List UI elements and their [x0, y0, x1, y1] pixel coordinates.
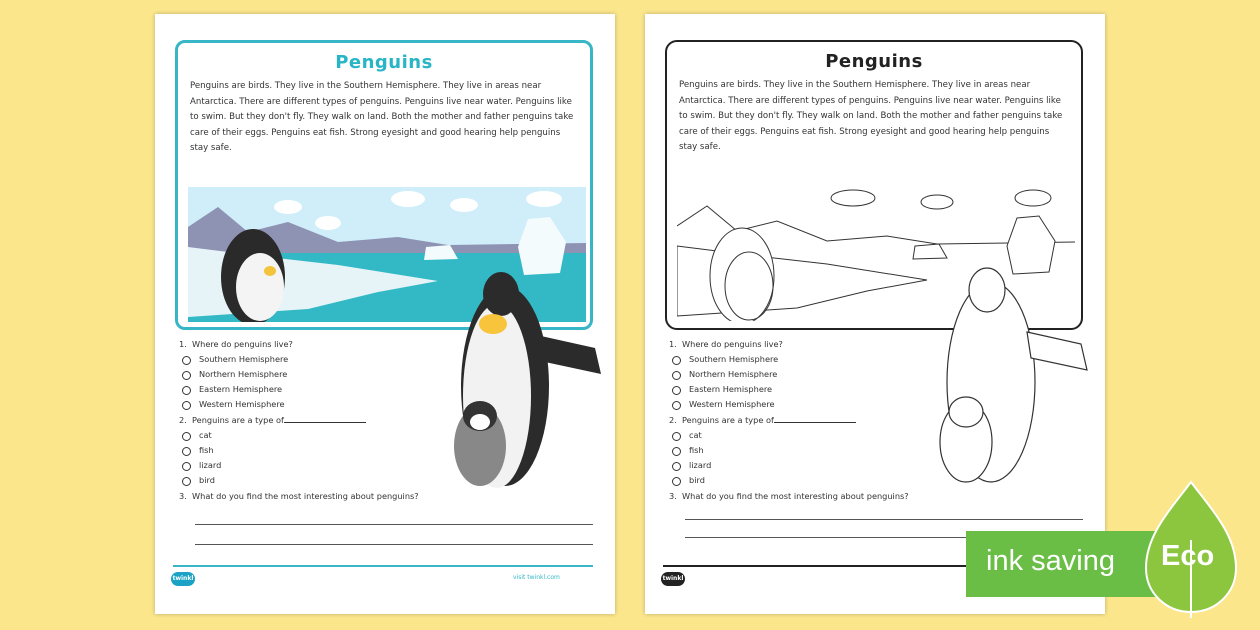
- question-3: 3. What do you find the most interesting about penguins?: [179, 491, 419, 501]
- answer-option[interactable]: Northern Hemisphere: [179, 367, 459, 382]
- answer-option[interactable]: Eastern Hemisphere: [669, 382, 949, 397]
- worksheet-color: [155, 14, 615, 614]
- answer-option[interactable]: Eastern Hemisphere: [179, 382, 459, 397]
- answer-option[interactable]: lizard: [669, 458, 949, 473]
- questions: [179, 336, 459, 504]
- answer-option[interactable]: Southern Hemisphere: [179, 352, 459, 367]
- answer-line[interactable]: [685, 519, 1083, 520]
- answer-option[interactable]: cat: [669, 428, 949, 443]
- questions: [669, 336, 949, 504]
- penguin-illustration: [445, 266, 605, 511]
- fill-in-blank[interactable]: [774, 413, 856, 423]
- penguin-outline-illustration: [931, 262, 1091, 507]
- answer-option[interactable]: fish: [669, 443, 949, 458]
- answer-option[interactable]: lizard: [179, 458, 459, 473]
- worksheet-title: Penguins: [825, 51, 923, 72]
- answer-line[interactable]: [195, 544, 593, 545]
- footer-line: [173, 565, 593, 567]
- worksheet-title: Penguins: [335, 52, 433, 73]
- answer-option[interactable]: Northern Hemisphere: [669, 367, 949, 382]
- question-1: 1. Where do penguins live?: [179, 339, 293, 349]
- question-2: 2. Penguins are a type of: [669, 412, 949, 428]
- answer-option[interactable]: bird: [669, 473, 949, 488]
- answer-option[interactable]: Western Hemisphere: [179, 397, 459, 412]
- question-1: 1. Where do penguins live?: [669, 339, 783, 349]
- site-link: visit twinkl.com: [513, 574, 560, 581]
- worksheet-black-white: [645, 14, 1105, 614]
- answer-option[interactable]: Western Hemisphere: [669, 397, 949, 412]
- answer-option[interactable]: cat: [179, 428, 459, 443]
- answer-line[interactable]: [195, 524, 593, 525]
- question-3: 3. What do you find the most interesting about penguins?: [669, 491, 909, 501]
- answer-option[interactable]: fish: [179, 443, 459, 458]
- eco-label: Eco: [1161, 540, 1215, 572]
- answer-option[interactable]: Southern Hemisphere: [669, 352, 949, 367]
- answer-option[interactable]: bird: [179, 473, 459, 488]
- twinkl-logo: twinkl: [661, 572, 685, 586]
- ink-saving-label: ink saving: [986, 545, 1115, 577]
- question-2: 2. Penguins are a type of: [179, 412, 459, 428]
- twinkl-logo: twinkl: [171, 572, 195, 586]
- fill-in-blank[interactable]: [284, 413, 366, 423]
- passage-text: Penguins are birds. They live in the Southern Hemisphere. They live in areas near Antarctica. There are different types of penguins. Penguins live near water. Penguins like to swim. But they don't fly. They walk on land. Both the mother and father penguins take care of their eggs. Penguins eat fish. Strong eyesight and good hearing help penguins stay safe.: [190, 81, 574, 153]
- passage-text: Penguins are birds. They live in the Southern Hemisphere. They live in areas near Antarctica. There are different types of penguins. Penguins live near water. Penguins like to swim. But they don't fly. They walk on land. Both the mother and father penguins take care of their eggs. Penguins eat fish. Strong eyesight and good hearing help penguins stay safe.: [679, 80, 1063, 152]
